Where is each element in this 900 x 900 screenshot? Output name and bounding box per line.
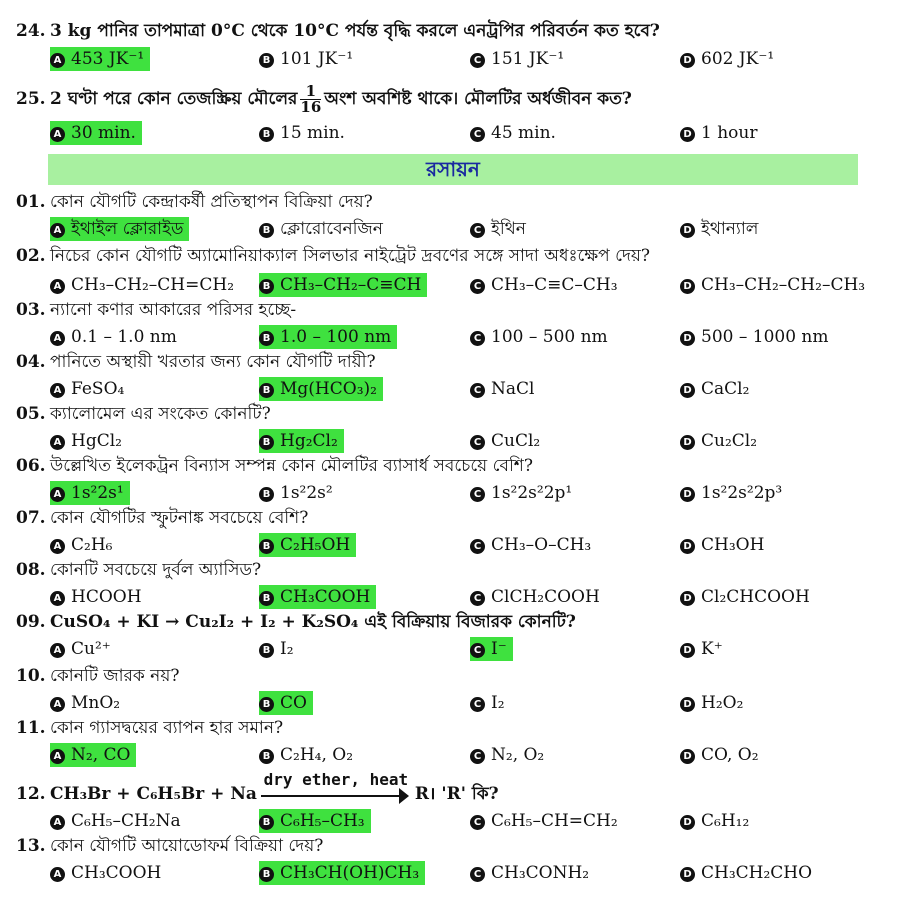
question-04 (16, 351, 886, 373)
option-d[interactable] (680, 121, 759, 145)
option-c[interactable] (470, 743, 546, 767)
options-row (50, 637, 900, 663)
option-c[interactable] (470, 809, 620, 833)
fraction-denominator: 16 (300, 98, 322, 116)
options-row (50, 217, 900, 243)
option-a[interactable] (50, 121, 142, 145)
option-letter-a: A (50, 383, 65, 398)
option-value: CaCl₂ (701, 379, 750, 399)
option-letter-c: C (470, 127, 485, 142)
option-value: CH₃CH(OH)CH₃ (280, 863, 420, 883)
section-title: রসায়ন (426, 157, 480, 181)
reaction-arrow (261, 770, 411, 805)
option-value: Hg₂Cl₂ (280, 431, 338, 451)
question-03 (16, 299, 886, 321)
option-letter-d: D (680, 435, 695, 450)
option-letter-a: A (50, 697, 65, 712)
option-a[interactable] (50, 637, 113, 661)
option-c[interactable] (470, 533, 593, 557)
option-c[interactable] (470, 691, 507, 715)
question-01 (16, 191, 886, 213)
option-value: C₂H₅OH (280, 535, 351, 555)
options-row (50, 861, 900, 887)
option-d[interactable] (680, 585, 812, 609)
option-c[interactable] (470, 377, 536, 401)
option-d[interactable] (680, 637, 725, 661)
option-letter-d: D (680, 749, 695, 764)
question-text: কোনটি সবচেয়ে দুর্বল অ্যাসিড? (50, 560, 262, 580)
question-number: 04. (16, 352, 46, 372)
option-value: CuCl₂ (491, 431, 541, 451)
option-c[interactable] (470, 861, 591, 885)
option-letter-a: A (50, 591, 65, 606)
option-letter-c: C (470, 643, 485, 658)
option-letter-c: C (470, 279, 485, 294)
option-value: Cl₂CHCOOH (701, 587, 810, 607)
option-value: N₂, O₂ (491, 745, 545, 765)
option-value: 500 – 1000 nm (701, 327, 829, 347)
options-row (50, 691, 900, 717)
question-number: 07. (16, 508, 46, 528)
option-a[interactable] (50, 429, 124, 453)
question-11 (16, 717, 886, 739)
option-value: N₂, CO (71, 745, 131, 765)
option-value: 1s²2s²2p³ (701, 483, 783, 503)
option-value: C₆H₅–CH₃ (280, 811, 365, 831)
option-value: CO, O₂ (701, 745, 759, 765)
option-a[interactable] (50, 743, 136, 767)
options-row (50, 121, 900, 147)
option-letter-d: D (680, 127, 695, 142)
option-letter-b: B (259, 127, 274, 142)
reaction-condition: dry ether, heat (263, 770, 409, 789)
question-24 (16, 20, 886, 42)
option-value: Cu²⁺ (71, 639, 111, 659)
option-c[interactable] (470, 429, 542, 453)
option-letter-d: D (680, 279, 695, 294)
option-value: K⁺ (701, 639, 723, 659)
option-value: Mg(HCO₃)₂ (280, 379, 377, 399)
option-letter-c: C (470, 487, 485, 502)
option-letter-b: B (259, 643, 274, 658)
option-letter-d: D (680, 815, 695, 830)
option-value: 602 JK⁻¹ (701, 49, 775, 69)
options-row (50, 325, 900, 351)
question-number: 01. (16, 192, 46, 212)
question-number: 12. (16, 784, 46, 804)
question-07 (16, 507, 886, 529)
option-letter-b: B (259, 279, 274, 294)
option-value: 453 JK⁻¹ (71, 49, 145, 69)
option-letter-a: A (50, 749, 65, 764)
option-letter-c: C (470, 815, 485, 830)
option-letter-b: B (259, 487, 274, 502)
option-value: 101 JK⁻¹ (280, 49, 354, 69)
option-letter-c: C (470, 383, 485, 398)
option-d[interactable] (680, 325, 831, 349)
option-letter-a: A (50, 867, 65, 882)
section-header (48, 154, 858, 185)
fraction (300, 84, 321, 115)
option-letter-c: C (470, 697, 485, 712)
option-letter-b: B (259, 749, 274, 764)
option-value: CH₃CONH₂ (491, 863, 590, 883)
option-c[interactable] (470, 325, 610, 349)
question-number: 10. (16, 666, 46, 686)
option-value: MnO₂ (71, 693, 121, 713)
question-text-after: অংশ অবশিষ্ট থাকে। মৌলটির অর্ধজীবন কত? (324, 89, 632, 109)
option-d[interactable] (680, 809, 751, 833)
option-value: 1 hour (701, 123, 758, 143)
option-c[interactable] (470, 637, 513, 661)
option-letter-a: A (50, 815, 65, 830)
option-letter-c: C (470, 53, 485, 68)
option-letter-c: C (470, 749, 485, 764)
option-b[interactable] (259, 743, 355, 767)
options-row (50, 429, 900, 455)
option-value: HgCl₂ (71, 431, 122, 451)
question-text: 3 kg পানির তাপমাত্রা 0°C থেকে 10°C পর্যন্ত বৃদ্ধি করলে এনট্রপির পরিবর্তন কত হবে? (50, 21, 660, 41)
question-text: উল্লেখিত ইলেকট্রন বিন্যাস সম্পন্ন কোন মৌলটির ব্যাসার্ধ সবচেয়ে বেশি? (50, 456, 533, 476)
option-letter-a: A (50, 435, 65, 450)
question-text-after: R। 'R' কি? (414, 784, 499, 804)
option-b[interactable] (259, 47, 355, 71)
option-d[interactable] (680, 273, 867, 297)
option-value: C₂H₄, O₂ (280, 745, 354, 765)
question-13 (16, 835, 886, 857)
option-letter-d: D (680, 331, 695, 346)
option-letter-a: A (50, 331, 65, 346)
question-text-before: CH₃Br + C₆H₅Br + Na (50, 784, 257, 804)
option-letter-b: B (259, 591, 274, 606)
options-row (50, 377, 900, 403)
option-value: 15 min. (280, 123, 345, 143)
option-letter-c: C (470, 539, 485, 554)
option-d[interactable] (680, 377, 751, 401)
option-value: 151 JK⁻¹ (491, 49, 565, 69)
options-row (50, 273, 900, 299)
option-c[interactable] (470, 585, 602, 609)
option-d[interactable] (680, 861, 814, 885)
option-letter-d: D (680, 383, 695, 398)
question-text: ক্যালোমেল এর সংকেত কোনটি? (50, 404, 271, 424)
question-05 (16, 403, 886, 425)
option-letter-d: D (680, 539, 695, 554)
option-value: 1s²2s²2p¹ (491, 483, 573, 503)
question-number: 03. (16, 300, 46, 320)
option-value: CH₃OH (701, 535, 765, 555)
options-row (50, 743, 900, 769)
option-d[interactable] (680, 429, 759, 453)
option-letter-a: A (50, 127, 65, 142)
option-value: 0.1 – 1.0 nm (71, 327, 177, 347)
option-value: C₆H₅–CH=CH₂ (491, 811, 618, 831)
option-c[interactable] (470, 121, 558, 145)
option-a[interactable] (50, 325, 179, 349)
option-letter-d: D (680, 487, 695, 502)
option-letter-c: C (470, 331, 485, 346)
option-b[interactable] (259, 637, 296, 661)
option-value: C₂H₆ (71, 535, 113, 555)
option-letter-b: B (259, 815, 274, 830)
option-value: NaCl (491, 379, 535, 399)
option-value: I₂ (491, 693, 505, 713)
option-value: ইথান্যাল (701, 219, 759, 239)
question-text-before: 2 ঘণ্টা পরে কোন তেজস্ক্রিয় মৌলের (50, 89, 298, 109)
option-b[interactable] (259, 121, 347, 145)
option-letter-b: B (259, 383, 274, 398)
option-letter-b: B (259, 223, 274, 238)
fraction-numerator: 1 (300, 84, 321, 100)
question-08 (16, 559, 886, 581)
option-b[interactable] (259, 533, 356, 557)
option-letter-c: C (470, 223, 485, 238)
option-value: 100 – 500 nm (491, 327, 608, 347)
option-value: HCOOH (71, 587, 142, 607)
question-number: 24. (16, 21, 46, 41)
question-12 (16, 770, 886, 805)
option-a[interactable] (50, 273, 236, 297)
option-value: C₆H₅–CH₂Na (71, 811, 181, 831)
option-letter-a: A (50, 53, 65, 68)
option-value: CH₃–CH₂–C≡CH (280, 275, 422, 295)
question-text: কোন যৌগটি কেন্দ্রাকর্ষী প্রতিস্থাপন বিক্রিয়া দেয়? (50, 192, 373, 212)
option-b[interactable] (259, 273, 427, 297)
option-a[interactable] (50, 47, 150, 71)
option-value: ক্লোরোবেনজিন (280, 219, 383, 239)
option-value: 1.0 – 100 nm (280, 327, 392, 347)
option-b[interactable] (259, 691, 313, 715)
option-b[interactable] (259, 481, 335, 505)
option-value: CH₃–CH₂–CH=CH₂ (71, 275, 235, 295)
question-06 (16, 455, 886, 477)
question-number: 06. (16, 456, 46, 476)
option-letter-a: A (50, 279, 65, 294)
options-row (50, 533, 900, 559)
option-d[interactable] (680, 533, 766, 557)
question-number: 09. (16, 612, 46, 632)
option-a[interactable] (50, 861, 163, 885)
option-a[interactable] (50, 481, 130, 505)
question-number: 05. (16, 404, 46, 424)
question-02 (16, 245, 886, 267)
arrow-line (261, 795, 401, 797)
option-d[interactable] (680, 481, 784, 505)
question-10 (16, 665, 886, 687)
option-letter-a: A (50, 487, 65, 502)
option-letter-a: A (50, 643, 65, 658)
option-value: C₆H₁₂ (701, 811, 750, 831)
option-value: CH₃COOH (280, 587, 371, 607)
option-letter-b: B (259, 539, 274, 554)
option-letter-b: B (259, 53, 274, 68)
option-letter-c: C (470, 591, 485, 606)
options-row (50, 585, 900, 611)
question-text: কোন যৌগটি আয়োডোফর্ম বিক্রিয়া দেয়? (50, 836, 324, 856)
option-letter-c: C (470, 867, 485, 882)
option-value: CH₃–C≡C–CH₃ (491, 275, 618, 295)
option-value: I₂ (280, 639, 294, 659)
question-number: 11. (16, 718, 46, 738)
option-value: ClCH₂COOH (491, 587, 600, 607)
option-value: CO (280, 693, 307, 713)
option-a[interactable] (50, 691, 122, 715)
option-b[interactable] (259, 429, 344, 453)
question-number: 25. (16, 89, 46, 109)
option-a[interactable] (50, 533, 114, 557)
option-letter-b: B (259, 867, 274, 882)
option-d[interactable] (680, 691, 745, 715)
question-number: 08. (16, 560, 46, 580)
question-text: পানিতে অস্থায়ী খরতার জন্য কোন যৌগটি দায়ী? (50, 352, 376, 372)
option-b[interactable] (259, 585, 376, 609)
option-value: CH₃CH₂CHO (701, 863, 813, 883)
option-b[interactable] (259, 861, 425, 885)
option-letter-d: D (680, 53, 695, 68)
option-d[interactable] (680, 743, 761, 767)
options-row (50, 809, 900, 835)
option-value: Cu₂Cl₂ (701, 431, 758, 451)
option-letter-d: D (680, 643, 695, 658)
option-b[interactable] (259, 809, 371, 833)
option-c[interactable] (470, 481, 574, 505)
option-a[interactable] (50, 585, 144, 609)
option-value: 1s²2s² (280, 483, 333, 503)
option-value: 30 min. (71, 123, 136, 143)
question-09 (16, 611, 886, 633)
question-number: 13. (16, 836, 46, 856)
option-letter-d: D (680, 591, 695, 606)
option-d[interactable] (680, 217, 760, 241)
options-row (50, 481, 900, 507)
option-value: ইথিন (491, 219, 526, 239)
option-a[interactable] (50, 217, 189, 241)
option-value: FeSO₄ (71, 379, 125, 399)
option-letter-a: A (50, 223, 65, 238)
option-value: ইথাইল ক্লোরাইড (71, 219, 184, 239)
option-value: CH₃–CH₂–CH₂–CH₃ (701, 275, 866, 295)
arrow-head-icon (399, 788, 409, 804)
question-text: কোন যৌগটির স্ফুটনাঙ্ক সবচেয়ে বেশি? (50, 508, 309, 528)
option-letter-a: A (50, 539, 65, 554)
option-b[interactable] (259, 377, 383, 401)
option-value: 1s²2s¹ (71, 483, 124, 503)
option-a[interactable] (50, 809, 183, 833)
option-letter-c: C (470, 435, 485, 450)
option-b[interactable] (259, 217, 385, 241)
option-letter-b: B (259, 435, 274, 450)
option-value: I⁻ (491, 639, 507, 659)
question-text: ন্যানো কণার আকারের পরিসর হচ্ছে- (50, 300, 297, 320)
option-letter-d: D (680, 697, 695, 712)
option-value: CH₃–O–CH₃ (491, 535, 592, 555)
option-letter-d: D (680, 223, 695, 238)
option-value: H₂O₂ (701, 693, 744, 713)
option-value: CH₃COOH (71, 863, 162, 883)
option-c[interactable] (470, 273, 620, 297)
option-letter-b: B (259, 697, 274, 712)
question-text: CuSO₄ + KI → Cu₂I₂ + I₂ + K₂SO₄ এই বিক্রিয়ায় বিজারক কোনটি? (50, 612, 576, 632)
option-d[interactable] (680, 47, 776, 71)
question-number: 02. (16, 246, 46, 266)
option-a[interactable] (50, 377, 126, 401)
option-b[interactable] (259, 325, 397, 349)
option-letter-b: B (259, 331, 274, 346)
option-c[interactable] (470, 217, 528, 241)
option-letter-d: D (680, 867, 695, 882)
question-text: কোনটি জারক নয়? (50, 666, 180, 686)
option-c[interactable] (470, 47, 566, 71)
question-text: কোন গ্যাসদ্বয়ের ব্যাপন হার সমান? (50, 718, 284, 738)
option-value: 45 min. (491, 123, 556, 143)
options-row (50, 47, 900, 73)
question-25 (16, 82, 886, 116)
question-text: নিচের কোন যৌগটি অ্যামোনিয়াক্যাল সিলভার নাইট্রেট দ্রবণের সঙ্গে সাদা অধঃক্ষেপ দেয়? (50, 246, 651, 266)
